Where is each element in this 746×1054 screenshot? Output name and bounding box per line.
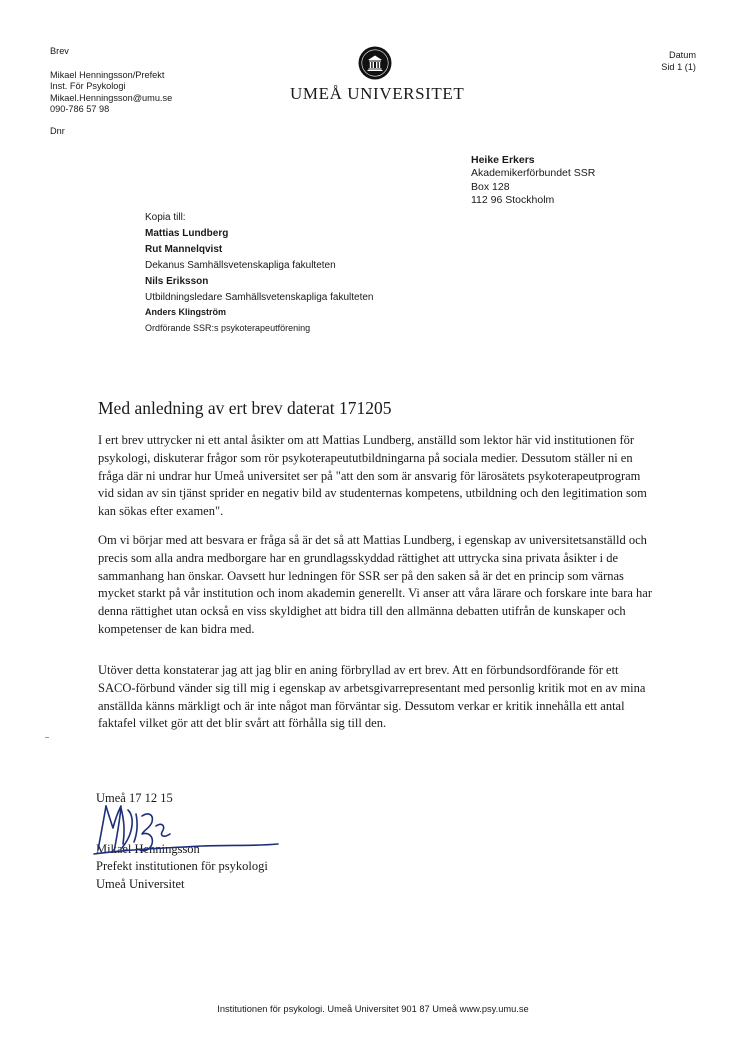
recipient-name: Heike Erkers <box>471 154 535 166</box>
letter-paragraph: Utöver detta konstaterar jag att jag blir en aning förbryllad av ert brev. Att en förbundsordförande för ett SACO-förbund vänder sig till mig i egenskap av arbetsgivarrepresentant med personlig kritik mot en av mina anställda känns märkligt och är inte något man förväntar sig. Dessutom verkar er kritik innehålla ett antal faktafel vilket gör att det blir svårt att förhålla sig till den. <box>98 663 646 731</box>
signer-name: Mikael Henningsson <box>96 842 200 857</box>
copy-to-person: Nils Eriksson <box>145 275 209 287</box>
copy-to-role: Utbildningsledare Samhällsvetenskapliga fakulteten <box>145 291 374 303</box>
copy-to-role: Ordförande SSR:s psykoterapeutförening <box>145 323 311 334</box>
university-logo <box>290 46 465 104</box>
dnr-label: Dnr <box>50 126 65 136</box>
page-footer: Institutionen för psykologi. Umeå Universitet 901 87 Umeå www.psy.umu.se <box>217 1004 529 1014</box>
letter-subject: Med anledning av ert brev daterat 171205 <box>98 398 392 418</box>
copy-to-person: Rut Mannelqvist <box>145 243 223 255</box>
sender-email: Mikael.Henningsson@umu.se <box>50 92 173 103</box>
letter-paragraph: Om vi börjar med att besvara er fråga så är det så att Mattias Lundberg, i egenskap av universitetsanställd och precis som alla andra medborgare har en grundlagsskyddad rättighet att uttrycka sina privata åsikter i de sammanhang han önskar. Oavsett hur ledningen för SSR ser på den saken så är det en princip som värnas mycket starkt på vår institution och inom akademin generellt. Vi anser att våra lärare och forskare inte bara har denna rättighet utan också en viss skyldighet att bidra till den allmänna debatten utifrån de kunskaper och kompetenser de kan bidra med. <box>98 533 653 636</box>
sender-name-title: Mikael Henningsson/Prefekt <box>50 69 165 80</box>
document-type: Brev <box>50 46 69 56</box>
recipient-organization: Akademikerförbundet SSR <box>471 167 596 180</box>
recipient-postal: 112 96 Stockholm <box>471 193 555 206</box>
sender-department: Inst. För Psykologi <box>50 81 126 92</box>
sender-phone: 090-786 57 98 <box>50 104 110 115</box>
copy-to-list <box>145 211 373 338</box>
copy-to-label: Kopia till: <box>145 212 186 223</box>
sender-block <box>50 46 172 116</box>
margin-mark <box>45 737 49 738</box>
letter-paragraph: I ert brev uttrycker ni ett antal åsikter om att Mattias Lundberg, anställd som lektor här vid institutionen för psykologi, diskuterar frågor som rör psykoterapeututbildningarna på sociala medier. Dessutom ställer ni en fråga där ni undrar hur Umeå universitet ser på "att den som är ansvarig för lärosätets psykoterapeutprogram vid sidan av sin tjänst sprider en negativ bild av studenternas kompetens, utbildning och den legitimation som kan sökas efter examen". <box>98 433 647 519</box>
handwritten-signature <box>92 800 282 864</box>
place-date: Umeå 17 12 15 <box>96 791 173 805</box>
university-seal-icon <box>358 46 392 80</box>
copy-to-person: Anders Klingström <box>145 307 227 318</box>
signer-organization: Umeå Universitet <box>96 876 185 891</box>
page-label: Sid 1 (1) <box>661 61 696 72</box>
date-page-block <box>661 50 696 73</box>
copy-to-role: Dekanus Samhällsvetenskapliga fakulteten <box>145 259 336 271</box>
recipient-address <box>471 154 595 207</box>
signer-title: Prefekt institutionen för psykologi <box>96 859 268 874</box>
recipient-box: Box 128 <box>471 180 510 193</box>
copy-to-person: Mattias Lundberg <box>145 227 229 239</box>
date-label: Datum <box>668 50 696 60</box>
university-name: UMEÅ UNIVERSITET <box>290 84 465 103</box>
